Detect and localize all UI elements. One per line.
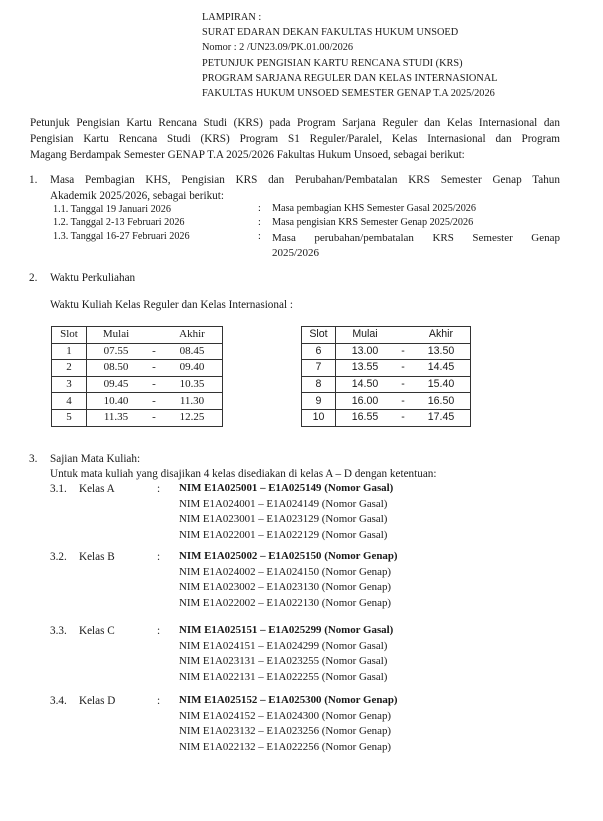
header-start: Mulai bbox=[352, 328, 378, 341]
header-end: Akhir bbox=[179, 328, 205, 341]
intro-line: Pengisian Kartu Rencana Studi (KRS) Program S1 Reguler/Paralel, Kelas Internasional dan Program bbox=[30, 133, 560, 145]
end-cell: 12.25 bbox=[179, 411, 205, 424]
nim-range: NIM E1A023131 – E1A023255 (Nomor Gasal) bbox=[179, 655, 388, 667]
separator: - bbox=[401, 361, 405, 374]
class-name: Kelas C bbox=[79, 625, 115, 637]
nim-range: NIM E1A024152 – E1A024300 (Nomor Genap) bbox=[179, 709, 392, 722]
separator: - bbox=[152, 411, 156, 424]
slot-cell: 4 bbox=[52, 393, 87, 410]
schedule-item bbox=[53, 231, 190, 242]
nim-range: NIM E1A023132 – E1A023256 (Nomor Genap) bbox=[179, 725, 392, 737]
header-line: LAMPIRAN : bbox=[202, 12, 262, 23]
class-name: Kelas B bbox=[79, 551, 115, 563]
nim-range-current: NIM E1A025001 – E1A025149 (Nomor Gasal) bbox=[179, 482, 394, 494]
class-colon: : bbox=[157, 483, 161, 495]
start-cell: 07.55 bbox=[103, 344, 129, 357]
start-cell: 13.55 bbox=[351, 361, 379, 374]
header-end: Akhir bbox=[428, 328, 454, 341]
table-header-row bbox=[302, 327, 471, 344]
schedule-desc-line: Masa perubahan/pembatalan KRS Semester Genap bbox=[272, 232, 560, 244]
header-line: PETUNJUK PENGISIAN KARTU RENCANA STUDI (KRS) bbox=[202, 57, 463, 69]
slot-cell: 3 bbox=[52, 376, 87, 393]
schedule-colon: : bbox=[258, 231, 261, 242]
class-colon: : bbox=[157, 625, 161, 637]
class-name: Kelas A bbox=[79, 483, 115, 495]
end-cell: 17.45 bbox=[427, 411, 455, 424]
start-cell: 16.00 bbox=[351, 394, 379, 407]
table-row bbox=[302, 360, 471, 377]
class-number: 3.3. bbox=[50, 625, 67, 637]
nim-range-current: NIM E1A025152 – E1A025300 (Nomor Genap) bbox=[179, 694, 398, 706]
section1-title-line: Akademik 2025/2026, sebagai berikut: bbox=[50, 190, 224, 202]
end-cell: 10.35 bbox=[179, 378, 205, 391]
table-row bbox=[302, 376, 471, 393]
nim-range-current: NIM E1A025151 – E1A025299 (Nomor Gasal) bbox=[179, 624, 394, 636]
table-row bbox=[52, 376, 223, 393]
end-cell: 11.30 bbox=[179, 394, 205, 407]
start-cell: 10.40 bbox=[103, 394, 129, 407]
separator: - bbox=[152, 394, 156, 407]
separator: - bbox=[152, 361, 156, 374]
end-cell: 14.45 bbox=[427, 361, 455, 374]
slot-cell: 6 bbox=[302, 343, 336, 360]
schedule-item-date: Tanggal 19 Januari 2026 bbox=[70, 204, 171, 215]
nim-range: NIM E1A024002 – E1A024150 (Nomor Genap) bbox=[179, 565, 392, 578]
section3-subtitle: Untuk mata kuliah yang disajikan 4 kelas disediakan di kelas A – D dengan ketentuan: bbox=[50, 468, 437, 480]
schedule-desc bbox=[272, 231, 560, 260]
nim-range: NIM E1A023002 – E1A023130 (Nomor Genap) bbox=[179, 581, 392, 593]
schedule-desc: Masa pembagian KHS Semester Gasal 2025/2026 bbox=[272, 203, 476, 214]
start-cell: 11.35 bbox=[103, 411, 129, 424]
section3-title: Sajian Mata Kuliah: bbox=[50, 453, 141, 465]
class-colon: : bbox=[157, 551, 161, 563]
nim-ranges-kelas-d bbox=[179, 693, 398, 755]
separator: - bbox=[401, 411, 405, 424]
nim-ranges-kelas-c bbox=[179, 623, 393, 685]
slot-cell: 1 bbox=[52, 343, 87, 360]
section2-subtitle: Waktu Kuliah Kelas Reguler dan Kelas Internasional : bbox=[50, 299, 293, 311]
table-row bbox=[302, 409, 471, 426]
slot-cell: 5 bbox=[52, 409, 87, 426]
nim-range: NIM E1A022132 – E1A022256 (Nomor Genap) bbox=[179, 740, 392, 753]
schedule-item-number: 1.1. bbox=[53, 204, 69, 215]
schedule-item-number: 1.2. bbox=[53, 217, 69, 228]
nim-range: NIM E1A022002 – E1A022130 (Nomor Genap) bbox=[179, 596, 392, 609]
schedule-colon: : bbox=[258, 217, 261, 228]
start-cell: 16.55 bbox=[351, 411, 379, 424]
section2-number: 2. bbox=[29, 272, 38, 284]
slot-cell: 7 bbox=[302, 360, 336, 377]
header-slot: Slot bbox=[302, 327, 336, 344]
intro-line: Petunjuk Pengisian Kartu Rencana Studi (KRS) pada Program Sarjana Reguler dan Kelas Internasional dan bbox=[30, 117, 560, 129]
slot-cell: 2 bbox=[52, 360, 87, 377]
table-header-row bbox=[52, 327, 223, 344]
separator: - bbox=[152, 344, 156, 357]
table-row bbox=[52, 409, 223, 426]
schedule-desc: Masa pengisian KRS Semester Genap 2025/2026 bbox=[272, 217, 474, 228]
section2-title: Waktu Perkuliahan bbox=[50, 272, 136, 284]
table-row bbox=[52, 360, 223, 377]
start-cell: 09.45 bbox=[103, 378, 129, 391]
table-row bbox=[302, 393, 471, 410]
intro-line: Magang Berdampak Semester GENAP T.A 2025/2026 Fakultas Hukum Unsoed, sebagai berikut: bbox=[30, 149, 465, 161]
start-cell: 08.50 bbox=[103, 361, 129, 374]
schedule-item-date: Tanggal 16-27 Februari 2026 bbox=[70, 231, 190, 242]
nim-range: NIM E1A022001 – E1A022129 (Nomor Gasal) bbox=[179, 528, 388, 541]
class-number: 3.1. bbox=[50, 483, 67, 495]
schedule-item bbox=[53, 217, 185, 228]
document-header bbox=[202, 10, 497, 101]
separator: - bbox=[152, 378, 156, 391]
separator: - bbox=[401, 378, 405, 391]
nim-range-current: NIM E1A025002 – E1A025150 (Nomor Genap) bbox=[179, 550, 398, 562]
class-number: 3.4. bbox=[50, 695, 67, 707]
schedule-desc-line: 2025/2026 bbox=[272, 246, 320, 259]
schedule-item-date: Tanggal 2-13 Februari 2026 bbox=[70, 217, 185, 228]
header-line: PROGRAM SARJANA REGULER DAN KELAS INTERNASIONAL bbox=[202, 72, 498, 84]
slot-cell: 8 bbox=[302, 376, 336, 393]
nim-ranges-kelas-b bbox=[179, 549, 398, 611]
table-row bbox=[52, 393, 223, 410]
section1-title-line: Masa Pembagian KHS, Pengisian KRS dan Perubahan/Pembatalan KRS Semester Genap Tahun bbox=[50, 174, 560, 186]
nim-range: NIM E1A024001 – E1A024149 (Nomor Gasal) bbox=[179, 497, 388, 510]
schedule-item bbox=[53, 203, 171, 218]
section1-number: 1. bbox=[29, 174, 38, 186]
end-cell: 16.50 bbox=[427, 394, 455, 407]
start-cell: 14.50 bbox=[351, 378, 379, 391]
header-line: FAKULTAS HUKUM UNSOED SEMESTER GENAP T.A 2025/2026 bbox=[202, 87, 495, 99]
schedule-colon: : bbox=[258, 203, 261, 214]
schedule-table-morning bbox=[51, 326, 223, 427]
section3-number: 3. bbox=[29, 453, 38, 465]
header-line: SURAT EDARAN DEKAN FAKULTAS HUKUM UNSOED bbox=[202, 27, 459, 39]
slot-cell: 9 bbox=[302, 393, 336, 410]
class-name: Kelas D bbox=[79, 695, 116, 707]
slot-cell: 10 bbox=[302, 409, 336, 426]
end-cell: 09.40 bbox=[179, 361, 205, 374]
schedule-table-afternoon bbox=[301, 326, 471, 427]
table-row bbox=[52, 343, 223, 360]
class-colon: : bbox=[157, 695, 161, 707]
separator: - bbox=[401, 394, 405, 407]
nim-range: NIM E1A022131 – E1A022255 (Nomor Gasal) bbox=[179, 670, 388, 683]
nim-range: NIM E1A023001 – E1A023129 (Nomor Gasal) bbox=[179, 513, 388, 525]
class-number: 3.2. bbox=[50, 551, 67, 563]
end-cell: 15.40 bbox=[427, 378, 455, 391]
header-start: Mulai bbox=[102, 328, 130, 341]
table-row bbox=[302, 343, 471, 360]
header-line: Nomor : 2 /UN23.09/PK.01.00/2026 bbox=[202, 42, 354, 54]
intro-paragraph bbox=[30, 115, 560, 163]
separator: - bbox=[401, 344, 405, 357]
start-cell: 13.00 bbox=[351, 344, 379, 357]
end-cell: 08.45 bbox=[179, 344, 205, 357]
nim-range: NIM E1A024151 – E1A024299 (Nomor Gasal) bbox=[179, 639, 388, 652]
nim-ranges-kelas-a bbox=[179, 481, 393, 543]
end-cell: 13.50 bbox=[427, 344, 455, 357]
section1-title bbox=[50, 172, 560, 204]
schedule-item-number: 1.3. bbox=[53, 231, 69, 242]
header-slot: Slot bbox=[52, 327, 87, 344]
